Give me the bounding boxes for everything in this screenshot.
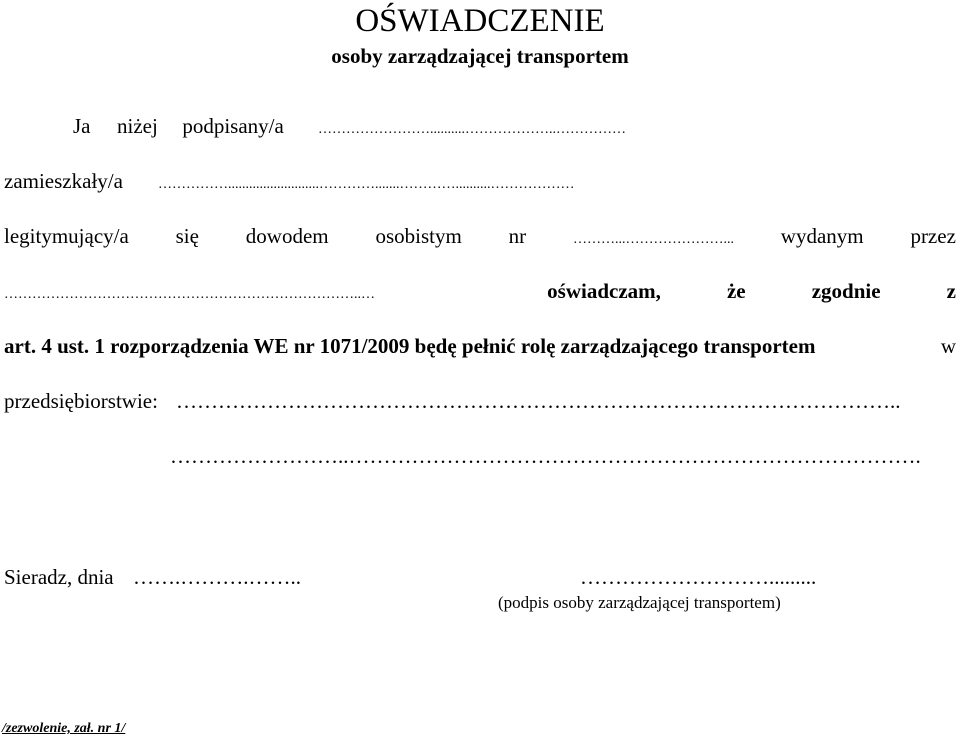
word-z: z <box>946 279 956 303</box>
footer-note: /zezwolenie, zał. nr 1/ <box>2 721 126 736</box>
word-oswiadczam: oświadczam, <box>547 279 661 303</box>
fill-issuer-dots[interactable]: …………………………………………………………………..… <box>4 287 375 302</box>
word-ze: że <box>726 279 746 303</box>
word-wydanym: wydanym <box>780 224 864 248</box>
line-id-document <box>4 223 956 253</box>
word-przez: przez <box>910 224 956 248</box>
label-residence: zamieszkały/a <box>4 169 123 193</box>
signature-label: (podpis osoby zarządzającej transportem) <box>498 593 781 612</box>
label-enterprise: przedsiębiorstwie: <box>4 389 158 413</box>
fill-id-number-dots[interactable]: ………...…………………... <box>572 232 734 247</box>
fill-enterprise-dots[interactable]: ………………………………………………………………………………………….. <box>176 389 901 413</box>
label-place-date: Sieradz, dnia <box>4 565 114 589</box>
word-w: w <box>940 334 956 358</box>
fill-signature-dots[interactable]: ………………………......... <box>580 565 817 589</box>
fill-residence-dots[interactable]: ……………..........................………….......…………..........……………… <box>158 177 575 192</box>
word-dowodem: dowodem <box>245 224 329 248</box>
word-osobistym: osobistym <box>375 224 462 248</box>
fill-name-dots[interactable]: ……………………..........………………..…………… <box>318 122 626 137</box>
word-sie: się <box>175 224 199 248</box>
document-title: OŚWIADCZENIE <box>355 3 605 39</box>
word-podpisany: podpisany/a <box>182 114 284 138</box>
legal-basis-text: art. 4 ust. 1 rozporządzenia WE nr 1071/2009 będę pełnić rolę zarządzającego transportem <box>4 334 816 358</box>
word-nizej: niżej <box>117 114 158 138</box>
line-signatory <box>73 113 284 139</box>
word-zgodnie: zgodnie <box>811 279 881 303</box>
word-nr: nr <box>508 224 527 248</box>
line-declaration <box>4 278 956 308</box>
word-ja: Ja <box>73 114 91 138</box>
word-legitymujacy: legitymujący/a <box>4 224 129 248</box>
fill-date-dots[interactable]: …….……….…….. <box>133 565 301 589</box>
fill-enterprise-dots-2[interactable]: ……………………..………………………………………………………………………. <box>170 444 921 468</box>
line-legal-basis <box>4 333 956 359</box>
document-subtitle: osoby zarządzającej transportem <box>331 44 629 68</box>
